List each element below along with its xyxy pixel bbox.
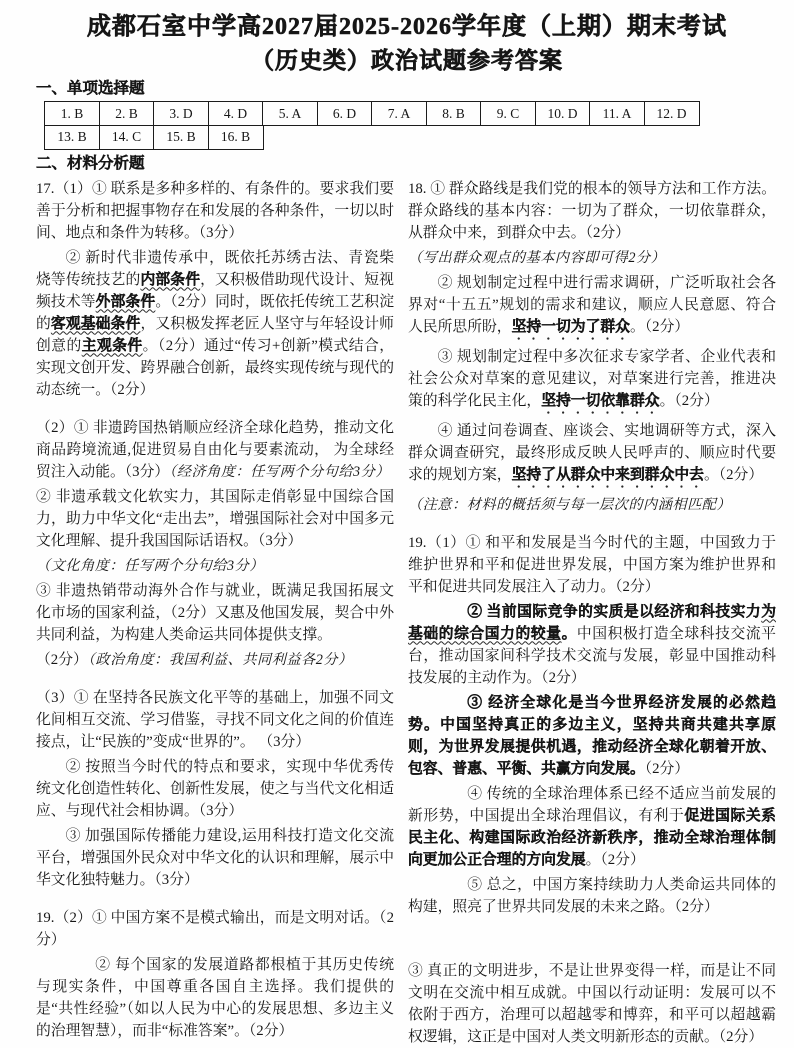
body-text: ② 规划制定过程中进行需求调研，广泛听取社会各界对“十五五”规划的需求和建议，顺应人民意愿、符合人民所思所盼， — [408, 274, 776, 335]
emphasis-text: 。 — [561, 625, 577, 642]
answer-paragraph — [408, 494, 776, 516]
answer-paragraph — [36, 247, 394, 401]
answer-table-row — [44, 101, 778, 126]
emphasis-text: 为基础的综合国力的较量 — [408, 603, 776, 642]
emphasis-text: 坚持了从群众中来到群众中去 — [511, 466, 704, 483]
body-text: 。（2分） — [585, 851, 645, 868]
answer-cell: 16. B — [208, 125, 264, 150]
answer-cell: 7. A — [371, 101, 427, 126]
emphasis-text: 内部条件 — [140, 271, 201, 288]
answer-paragraph — [36, 954, 394, 1042]
emphasis-text: 外部条件 — [95, 293, 156, 310]
emphasis-text: （政治角度：我国利益、共同利益各2分） — [87, 651, 353, 668]
emphasis-text: 促进国际关系民主化、构建国际政治经济新秩序，推动全球治理体制向更加公正合理的方向发展 — [408, 807, 776, 868]
body-text: 。（2分） — [659, 392, 719, 409]
answer-columns — [36, 178, 778, 1048]
answer-paragraph — [408, 874, 776, 918]
answer-table — [44, 101, 778, 150]
body-text: 19.（1）① 和平和发展是当今时代的主题，中国致力于维护世界和平和促进世界发展，中国方案为维护世界和平和促进共同发展注入了动力。（2分） — [408, 534, 776, 595]
answer-cell: 8. B — [426, 101, 482, 126]
emphasis-text: 坚持一切为了群众 — [511, 318, 630, 335]
body-text: 。（2分） — [703, 466, 764, 483]
body-text: ，又积极发挥老匠人坚守与年轻设计师创意的 — [36, 315, 394, 354]
answer-cell: 10. D — [535, 101, 591, 126]
answer-cell: 4. D — [208, 101, 264, 126]
emphasis-text: ② 当前国际竞争的实质是以经济和科技实力 — [467, 603, 762, 620]
body-text: 。（2分） — [629, 318, 690, 335]
answer-paragraph — [36, 178, 394, 244]
emphasis-text: （写出群众观点的基本内容即可得2分） — [408, 249, 666, 266]
answer-paragraph — [36, 825, 394, 891]
body-text: 17.（1）① 联系是多种多样的、有条件的。要求我们要善于分析和把握事物存在和发展的各种条件，一切以时间、地点和条件为转移。（3分） — [36, 180, 394, 241]
answer-paragraph — [408, 960, 776, 1048]
body-text: （2）① 非遗跨国热销顺应经济全球化趋势，推动文化商品跨境流通,促进贸易自由化与要素流动， 为全球经贸注入动能。（3分） — [36, 419, 394, 480]
emphasis-text: 坚持一切依靠群众 — [541, 392, 660, 409]
body-text: ④ 通过问卷调查、座谈会、实地调研等方式，深入群众调查研究，最终形成反映人民呼声的、顺应时代要求的规划方案， — [408, 422, 776, 483]
answer-cell: 6. D — [317, 101, 373, 126]
answer-cell: 9. C — [480, 101, 536, 126]
body-text: ② 新时代非遗传承中，既依托苏绣古法、青瓷柴烧等传统技艺的 — [36, 249, 394, 288]
exam-subtitle: （历史类）政治试题参考答案 — [251, 48, 563, 73]
answer-cell: 11. A — [589, 101, 645, 126]
answer-paragraph — [36, 649, 394, 671]
body-text: ② 按照当今时代的特点和要求，实现中华优秀传统文化创造性转化、创新性发展，使之与当代文化相适应、与现代社会相协调。（3分） — [36, 758, 394, 819]
left-column — [36, 178, 394, 1048]
body-text: ② 非遗承载文化软实力，其国际走俏彰显中国综合国力，助力中华文化“走出去”，增强国际社会对中国多元文化理解、提升我国国际话语权。（3分） — [36, 488, 394, 549]
body-text: ③ 加强国际传播能力建设,运用科技打造文化交流平台，增强国外民众对中华文化的认识和理解，展示中华文化独特魅力。（3分） — [36, 827, 394, 888]
emphasis-text: ③ 经济全球化是当今世界经济发展的必然趋势。中国坚持真正的多边主义，坚持共商共建共享原则，为世界发展提供机遇，推动经济全球化朝着开放、包容、普惠、平衡、共赢方向发展。 — [408, 694, 776, 777]
answer-cell: 3. D — [153, 101, 209, 126]
answer-cell: 2. B — [99, 101, 155, 126]
answer-paragraph — [408, 420, 776, 491]
body-text: （2分） — [36, 651, 88, 668]
answer-paragraph — [408, 178, 776, 244]
right-column — [408, 178, 776, 1048]
answer-cell: 14. C — [99, 125, 155, 150]
answer-paragraph — [36, 555, 394, 577]
body-text: 19.（2）① 中国方案不是模式输出，而是文明对话。（2分） — [36, 909, 394, 948]
body-text: ⑤ 总之，中国方案持续助力人类命运共同体的构建，照亮了世界共同发展的未来之路。（2分） — [408, 876, 776, 915]
body-text: ③ 非遗热销带动海外合作与就业，既满足我国拓展文化市场的国家利益，（2分）又惠及他国发展，契合中外共同利益，为构建人类命运共同体提供支撑。 — [36, 582, 394, 643]
answer-cell: 1. B — [44, 101, 100, 126]
section-heading-choice: 一、单项选择题 — [36, 80, 145, 97]
body-text: ② 每个国家的发展道路都根植于其历史传统与现实条件，中国尊重各国自主选择。我们提供的是“共性经验”（如以人民为中心的发展思想、多边主义的治理智慧），而非“标准答案”。（2分） — [36, 956, 394, 1039]
answer-paragraph — [408, 346, 776, 417]
body-text: 。（2分）同时，既依托传统工艺积淀的 — [36, 293, 394, 332]
body-text: （3）① 在坚持各民族文化平等的基础上，加强不同文化间相互交流、学习借鉴，寻找不同文化之间的价值连接点，让“民族的”变成“世界的”。 （3分） — [36, 689, 394, 750]
answer-paragraph — [408, 272, 776, 343]
answer-paragraph — [408, 247, 776, 269]
answer-paragraph — [408, 601, 776, 689]
answer-table-row — [44, 125, 778, 150]
body-text: 18. ① 群众路线是我们党的根本的领导方法和工作方法。群众路线的基本内容：一切为了群众，一切依靠群众，从群众中来，到群众中去。（2分） — [408, 180, 776, 241]
answer-paragraph — [36, 580, 394, 646]
body-text: 。（2分）通过“传习+创新”模式结合，实现文创开发、跨界融合创新，最终实现传统与现代的动态统一。（2分） — [36, 337, 394, 398]
section-heading-material: 二、材料分析题 — [36, 154, 145, 172]
body-text: ③ 规划制定过程中多次征求专家学者、企业代表和社会公众对草案的意见建议，对草案进行完善，推进决策的科学化民主化， — [408, 348, 776, 409]
answer-cell: 12. D — [644, 101, 700, 126]
answer-paragraph — [36, 417, 394, 483]
answer-cell: 5. A — [262, 101, 318, 126]
exam-title: 成都石室中学高2027届2025-2026学年度（上期）期末考试 — [87, 14, 727, 40]
answer-paragraph — [408, 692, 776, 780]
answer-paragraph — [36, 486, 394, 552]
body-text: （2分） — [644, 760, 690, 777]
answer-cell: 13. B — [44, 125, 100, 150]
emphasis-text: （经济角度：任写两个分句给3分） — [169, 463, 390, 480]
emphasis-text: 主观条件 — [81, 337, 143, 354]
body-text: ④ 传统的全球治理体系已经不适应当前发展的新形势，中国提出全球治理倡议，有利于 — [408, 785, 776, 824]
emphasis-text: （注意：材料的概括须与每一层次的内涵相匹配） — [408, 496, 732, 513]
body-text: 中国积极打造全球科技交流平台，推动国家间科学技术交流与发展，彰显中国推动科技发展的主动作为。（2分） — [408, 625, 776, 686]
answer-cell: 15. B — [153, 125, 209, 150]
emphasis-text: （文化角度：任写两个分句给3分） — [36, 557, 264, 574]
answer-paragraph — [408, 532, 776, 598]
answer-paragraph — [36, 687, 394, 753]
body-text: ，又积极借助现代设计、短视频技术等 — [36, 271, 394, 310]
body-text: ③ 真正的文明进步，不是让世界变得一样，而是让不同文明在交流中相互成就。中国以行动证明：发展可以不依附于西方，治理可以超越零和博弈，和平可以超越霸权逻辑，这正是中国对人类文明新形态的贡献。（2分） — [408, 962, 776, 1045]
answer-paragraph — [36, 756, 394, 822]
emphasis-text: 客观基础条件 — [50, 315, 141, 332]
answer-paragraph — [408, 783, 776, 871]
answer-paragraph — [36, 907, 394, 951]
